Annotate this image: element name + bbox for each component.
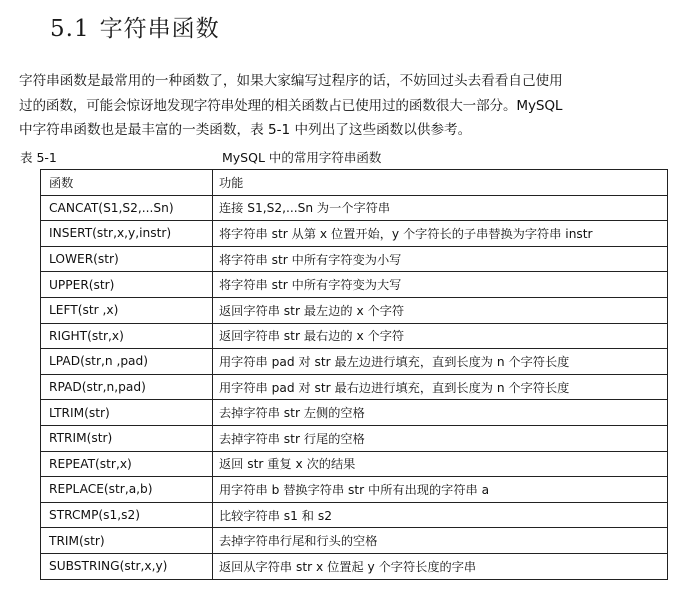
string-functions-table [40, 169, 668, 580]
function-description: 用字符串 pad 对 str 最左边进行填充，直到长度为 n 个字符长度 [213, 349, 668, 375]
table-row [41, 451, 668, 477]
table-row [41, 477, 668, 503]
function-description: 去掉字符串行尾和行头的空格 [213, 528, 668, 554]
function-description: 将字符串 str 中所有字符变为大写 [213, 272, 668, 298]
table-row [41, 221, 668, 247]
function-description: 用字符串 b 替换字符串 str 中所有出现的字符串 a [213, 477, 668, 503]
header-function: 函数 [41, 170, 213, 196]
function-name: REPLACE(str,a,b) [41, 477, 213, 503]
table-row [41, 528, 668, 554]
function-description: 去掉字符串 str 行尾的空格 [213, 425, 668, 451]
function-name: TRIM(str) [41, 528, 213, 554]
function-name: STRCMP(s1,s2) [41, 502, 213, 528]
function-name: UPPER(str) [41, 272, 213, 298]
paragraph-line: 中字符串函数也是最丰富的一类函数，表 5-1 中列出了这些函数以供参考。 [19, 122, 472, 138]
function-description: 连接 S1,S2,...Sn 为一个字符串 [213, 195, 668, 221]
function-name: CANCAT(S1,S2,...Sn) [41, 195, 213, 221]
section-number: 5.1 [50, 16, 90, 42]
function-description: 返回字符串 str 最右边的 x 个字符 [213, 323, 668, 349]
function-name: RPAD(str,n,pad) [41, 374, 213, 400]
function-name: RIGHT(str,x) [41, 323, 213, 349]
table-caption: MySQL 中的常用字符串函数 [222, 150, 382, 165]
table-row [41, 374, 668, 400]
function-name: INSERT(str,x,y,instr) [41, 221, 213, 247]
paragraph-line: 过的函数，可能会惊讶地发现字符串处理的相关函数占已使用过的函数很大一部分。MySQL [19, 97, 563, 114]
table-row [41, 272, 668, 298]
function-name: RTRIM(str) [41, 425, 213, 451]
function-description: 将字符串 str 中所有字符变为小写 [213, 246, 668, 272]
function-description: 返回从字符串 str x 位置起 y 个字符长度的字串 [213, 553, 668, 579]
function-name: LOWER(str) [41, 246, 213, 272]
function-description: 比较字符串 s1 和 s2 [213, 502, 668, 528]
table-row [41, 323, 668, 349]
table-row [41, 425, 668, 451]
function-name: REPEAT(str,x) [41, 451, 213, 477]
table-row [41, 349, 668, 375]
table-row [41, 297, 668, 323]
section-heading [50, 10, 220, 43]
intro-paragraph [19, 69, 691, 143]
function-description: 去掉字符串 str 左侧的空格 [213, 400, 668, 426]
function-description: 将字符串 str 从第 x 位置开始，y 个字符长的子串替换为字符串 instr [213, 221, 668, 247]
section-title: 字符串函数 [99, 16, 220, 42]
function-description: 返回 str 重复 x 次的结果 [213, 451, 668, 477]
table-row [41, 502, 668, 528]
function-name: SUBSTRING(str,x,y) [41, 553, 213, 579]
table-row [41, 195, 668, 221]
table-row [41, 246, 668, 272]
function-description: 返回字符串 str 最左边的 x 个字符 [213, 297, 668, 323]
header-description: 功能 [213, 170, 668, 196]
function-name: LTRIM(str) [41, 400, 213, 426]
table-row [41, 400, 668, 426]
function-name: LPAD(str,n ,pad) [41, 349, 213, 375]
table-label: 表 5-1 [20, 150, 57, 165]
function-description: 用字符串 pad 对 str 最右边进行填充，直到长度为 n 个字符长度 [213, 374, 668, 400]
paragraph-line: 字符串函数是最常用的一种函数了，如果大家编写过程序的话，不妨回过头去看看自己使用 [19, 73, 563, 89]
table-row [41, 553, 668, 579]
function-name: LEFT(str ,x) [41, 297, 213, 323]
table-header-row [41, 170, 668, 196]
